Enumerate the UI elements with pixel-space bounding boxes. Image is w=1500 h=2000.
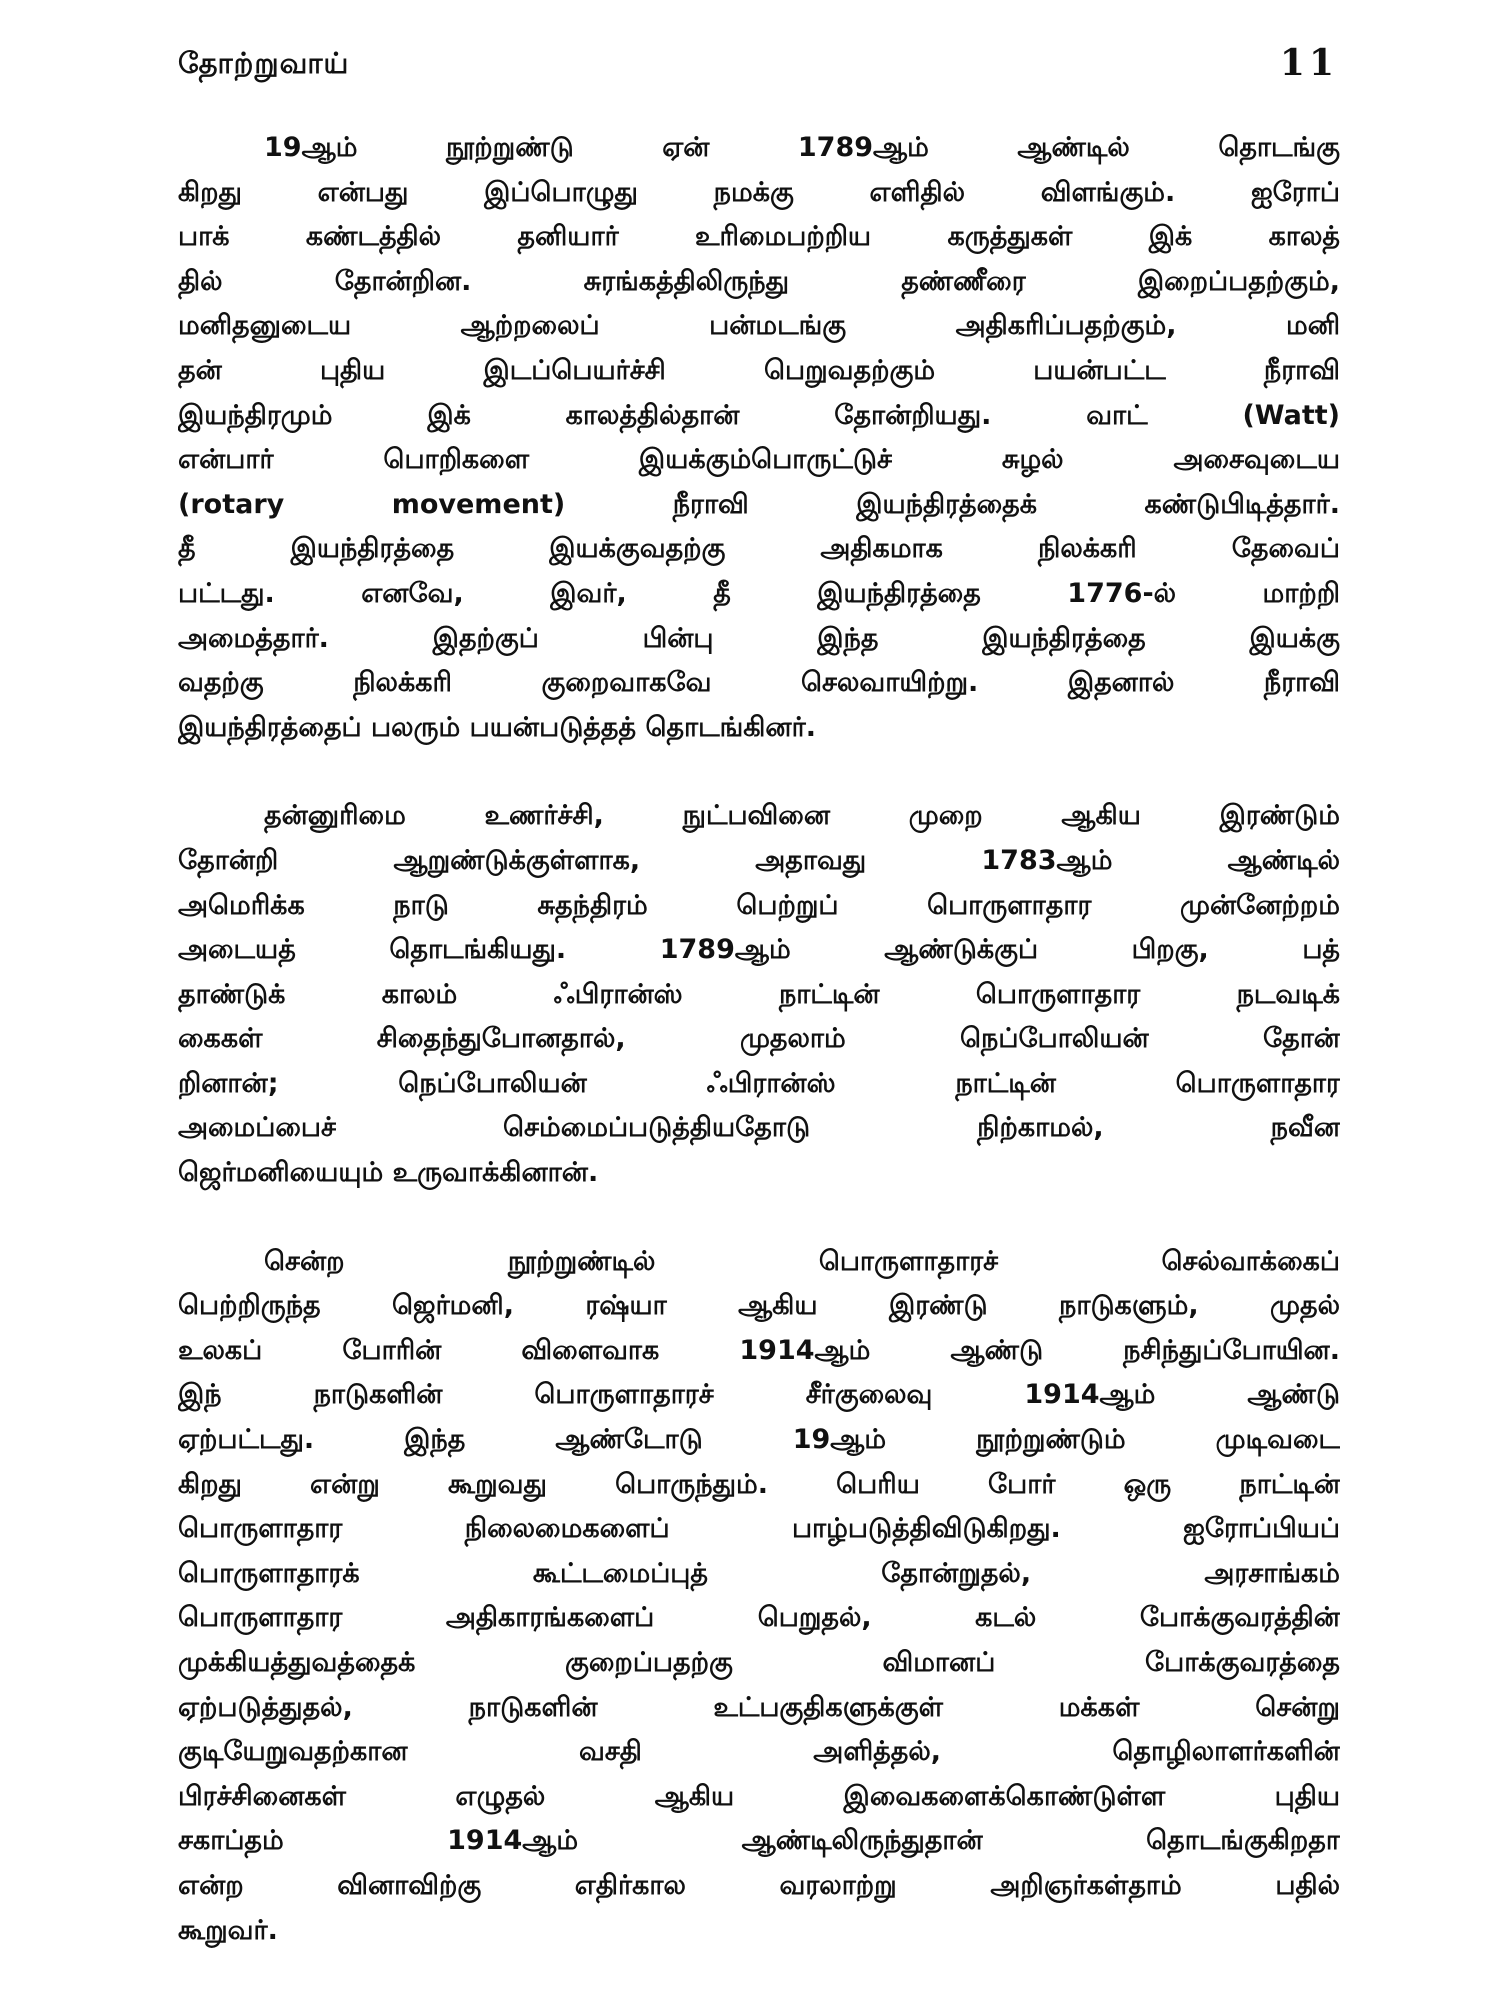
text-line: பிரச்சினைகள் எழுதல் ஆகிய இவைகளைக்கொண்டுள்ள புதிய: [178, 1780, 1340, 1812]
paragraph-3: [178, 1240, 1340, 1954]
text-line: அமைப்பைச் செம்மைப்படுத்தியதோடு நிற்காமல், நவீன: [178, 1112, 1340, 1144]
text-line: அமெரிக்க நாடு சுதந்திரம் பெற்றுப் பொருளாதார முன்னேற்றம்: [178, 889, 1340, 921]
text-line: தன் புதிய இடப்பெயர்ச்சி பெறுவதற்கும் பயன்பட்ட நீராவி: [178, 354, 1340, 386]
text-line: ஏற்பட்டது. இந்த ஆண்டோடு 19ஆம் நூற்றுண்டும் முடிவடை: [178, 1424, 1340, 1456]
text-line: தாண்டுக் காலம் ஃபிரான்ஸ் நாட்டின் பொருளாதார நடவடிக்: [178, 978, 1340, 1010]
text-line: பொருளாதார நிலைமைகளைப் பாழ்படுத்திவிடுகிறது. ஐரோப்பியப்: [178, 1513, 1340, 1545]
text-line: கிறது என்று கூறுவது பொருந்தும். பெரிய போர் ஒரு நாட்டின்: [178, 1468, 1340, 1500]
text-line: றினான்; நெப்போலியன் ஃபிரான்ஸ் நாட்டின் பொருளாதார: [178, 1067, 1340, 1099]
body-text: [178, 126, 1340, 1997]
text-line: தில் தோன்றின. சுரங்கத்திலிருந்து தண்ணீரை இறைப்பதற்கும்,: [178, 265, 1340, 297]
page-header: [178, 42, 1338, 96]
text-line: சகாப்தம் 1914ஆம் ஆண்டிலிருந்துதான் தொடங்குகிறதா: [178, 1825, 1340, 1857]
text-line: (rotary movement) நீராவி இயந்திரத்தைக் கண்டுபிடித்தார்.: [178, 488, 1340, 520]
text-line: கைகள் சிதைந்துபோனதால், முதலாம் நெப்போலியன் தோன்: [178, 1023, 1340, 1055]
text-line: இயந்திரமும் இக் காலத்தில்தான் தோன்றியது. வாட் (Watt): [178, 399, 1340, 431]
text-line: ஜெர்மனியையும் உருவாக்கினான்.: [178, 1157, 599, 1189]
text-line: என்பார் பொறிகளை இயக்கும்பொருட்டுச் சுழல் அசைவுடைய: [178, 444, 1340, 476]
text-line: பாக் கண்டத்தில் தனியார் உரிமைபற்றிய கருத்துகள் இக் காலத்: [178, 221, 1340, 253]
text-line: குடியேறுவதற்கான வசதி அளித்தல், தொழிலாளர்களின்: [178, 1736, 1340, 1768]
text-line: கூறுவர்.: [178, 1914, 278, 1946]
paragraph-1: [178, 126, 1340, 750]
page-number: 11: [1279, 42, 1338, 84]
paragraph-2: [178, 794, 1340, 1195]
text-line: பொருளாதாரக் கூட்டமைப்புத் தோன்றுதல், அரசாங்கம்: [178, 1557, 1340, 1589]
text-line: சென்ற நூற்றுண்டில் பொருளாதாரச் செல்வாக்கைப்: [264, 1245, 1340, 1277]
text-line: என்ற வினாவிற்கு எதிர்கால வரலாற்று அறிஞர்கள்தாம் பதில்: [178, 1869, 1340, 1901]
text-line: அடையத் தொடங்கியது. 1789ஆம் ஆண்டுக்குப் பிறகு, பத்: [178, 934, 1340, 966]
running-title: தோற்றுவாய்: [178, 46, 350, 80]
text-line: 19ஆம் நூற்றுண்டு ஏன் 1789ஆம் ஆண்டில் தொடங்கு: [264, 132, 1340, 163]
text-line: கிறது என்பது இப்பொழுது நமக்கு எளிதில் விளங்கும். ஐரோப்: [178, 176, 1340, 208]
text-line: அமைத்தார். இதற்குப் பின்பு இந்த இயந்திரத்தை இயக்கு: [178, 622, 1340, 654]
text-line: தோன்றி ஆறுண்டுக்குள்ளாக, அதாவது 1783ஆம் ஆண்டில்: [178, 844, 1340, 876]
text-line: தன்னுரிமை உணர்ச்சி, நுட்பவினை முறை ஆகிய இரண்டும்: [264, 800, 1340, 832]
text-line: பொருளாதார அதிகாரங்களைப் பெறுதல், கடல் போக்குவரத்தின்: [178, 1602, 1340, 1634]
text-line: உலகப் போரின் விளைவாக 1914ஆம் ஆண்டு நசிந்துப்போயின.: [178, 1334, 1340, 1366]
text-line: ஏற்படுத்துதல், நாடுகளின் உட்பகுதிகளுக்குள் மக்கள் சென்று: [178, 1691, 1340, 1723]
text-line: வதற்கு நிலக்கரி குறைவாகவே செலவாயிற்று. இதனால் நீராவி: [178, 667, 1340, 699]
text-line: முக்கியத்துவத்தைக் குறைப்பதற்கு விமானப் போக்குவரத்தை: [178, 1647, 1340, 1678]
text-line: பட்டது. எனவே, இவர், தீ இயந்திரத்தை 1776-ல் மாற்றி: [178, 577, 1340, 609]
text-line: இயந்திரத்தைப் பலரும் பயன்படுத்தத் தொடங்கினர்.: [178, 711, 816, 743]
text-line: இந் நாடுகளின் பொருளாதாரச் சீர்குலைவு 1914ஆம் ஆண்டு: [178, 1379, 1340, 1411]
text-line: மனிதனுடைய ஆற்றலைப் பன்மடங்கு அதிகரிப்பதற்கும், மனி: [178, 310, 1340, 342]
text-line: தீ இயந்திரத்தை இயக்குவதற்கு அதிகமாக நிலக்கரி தேவைப்: [178, 533, 1340, 565]
text-line: பெற்றிருந்த ஜெர்மனி, ரஷ்யா ஆகிய இரண்டு நாடுகளும், முதல்: [178, 1290, 1340, 1322]
